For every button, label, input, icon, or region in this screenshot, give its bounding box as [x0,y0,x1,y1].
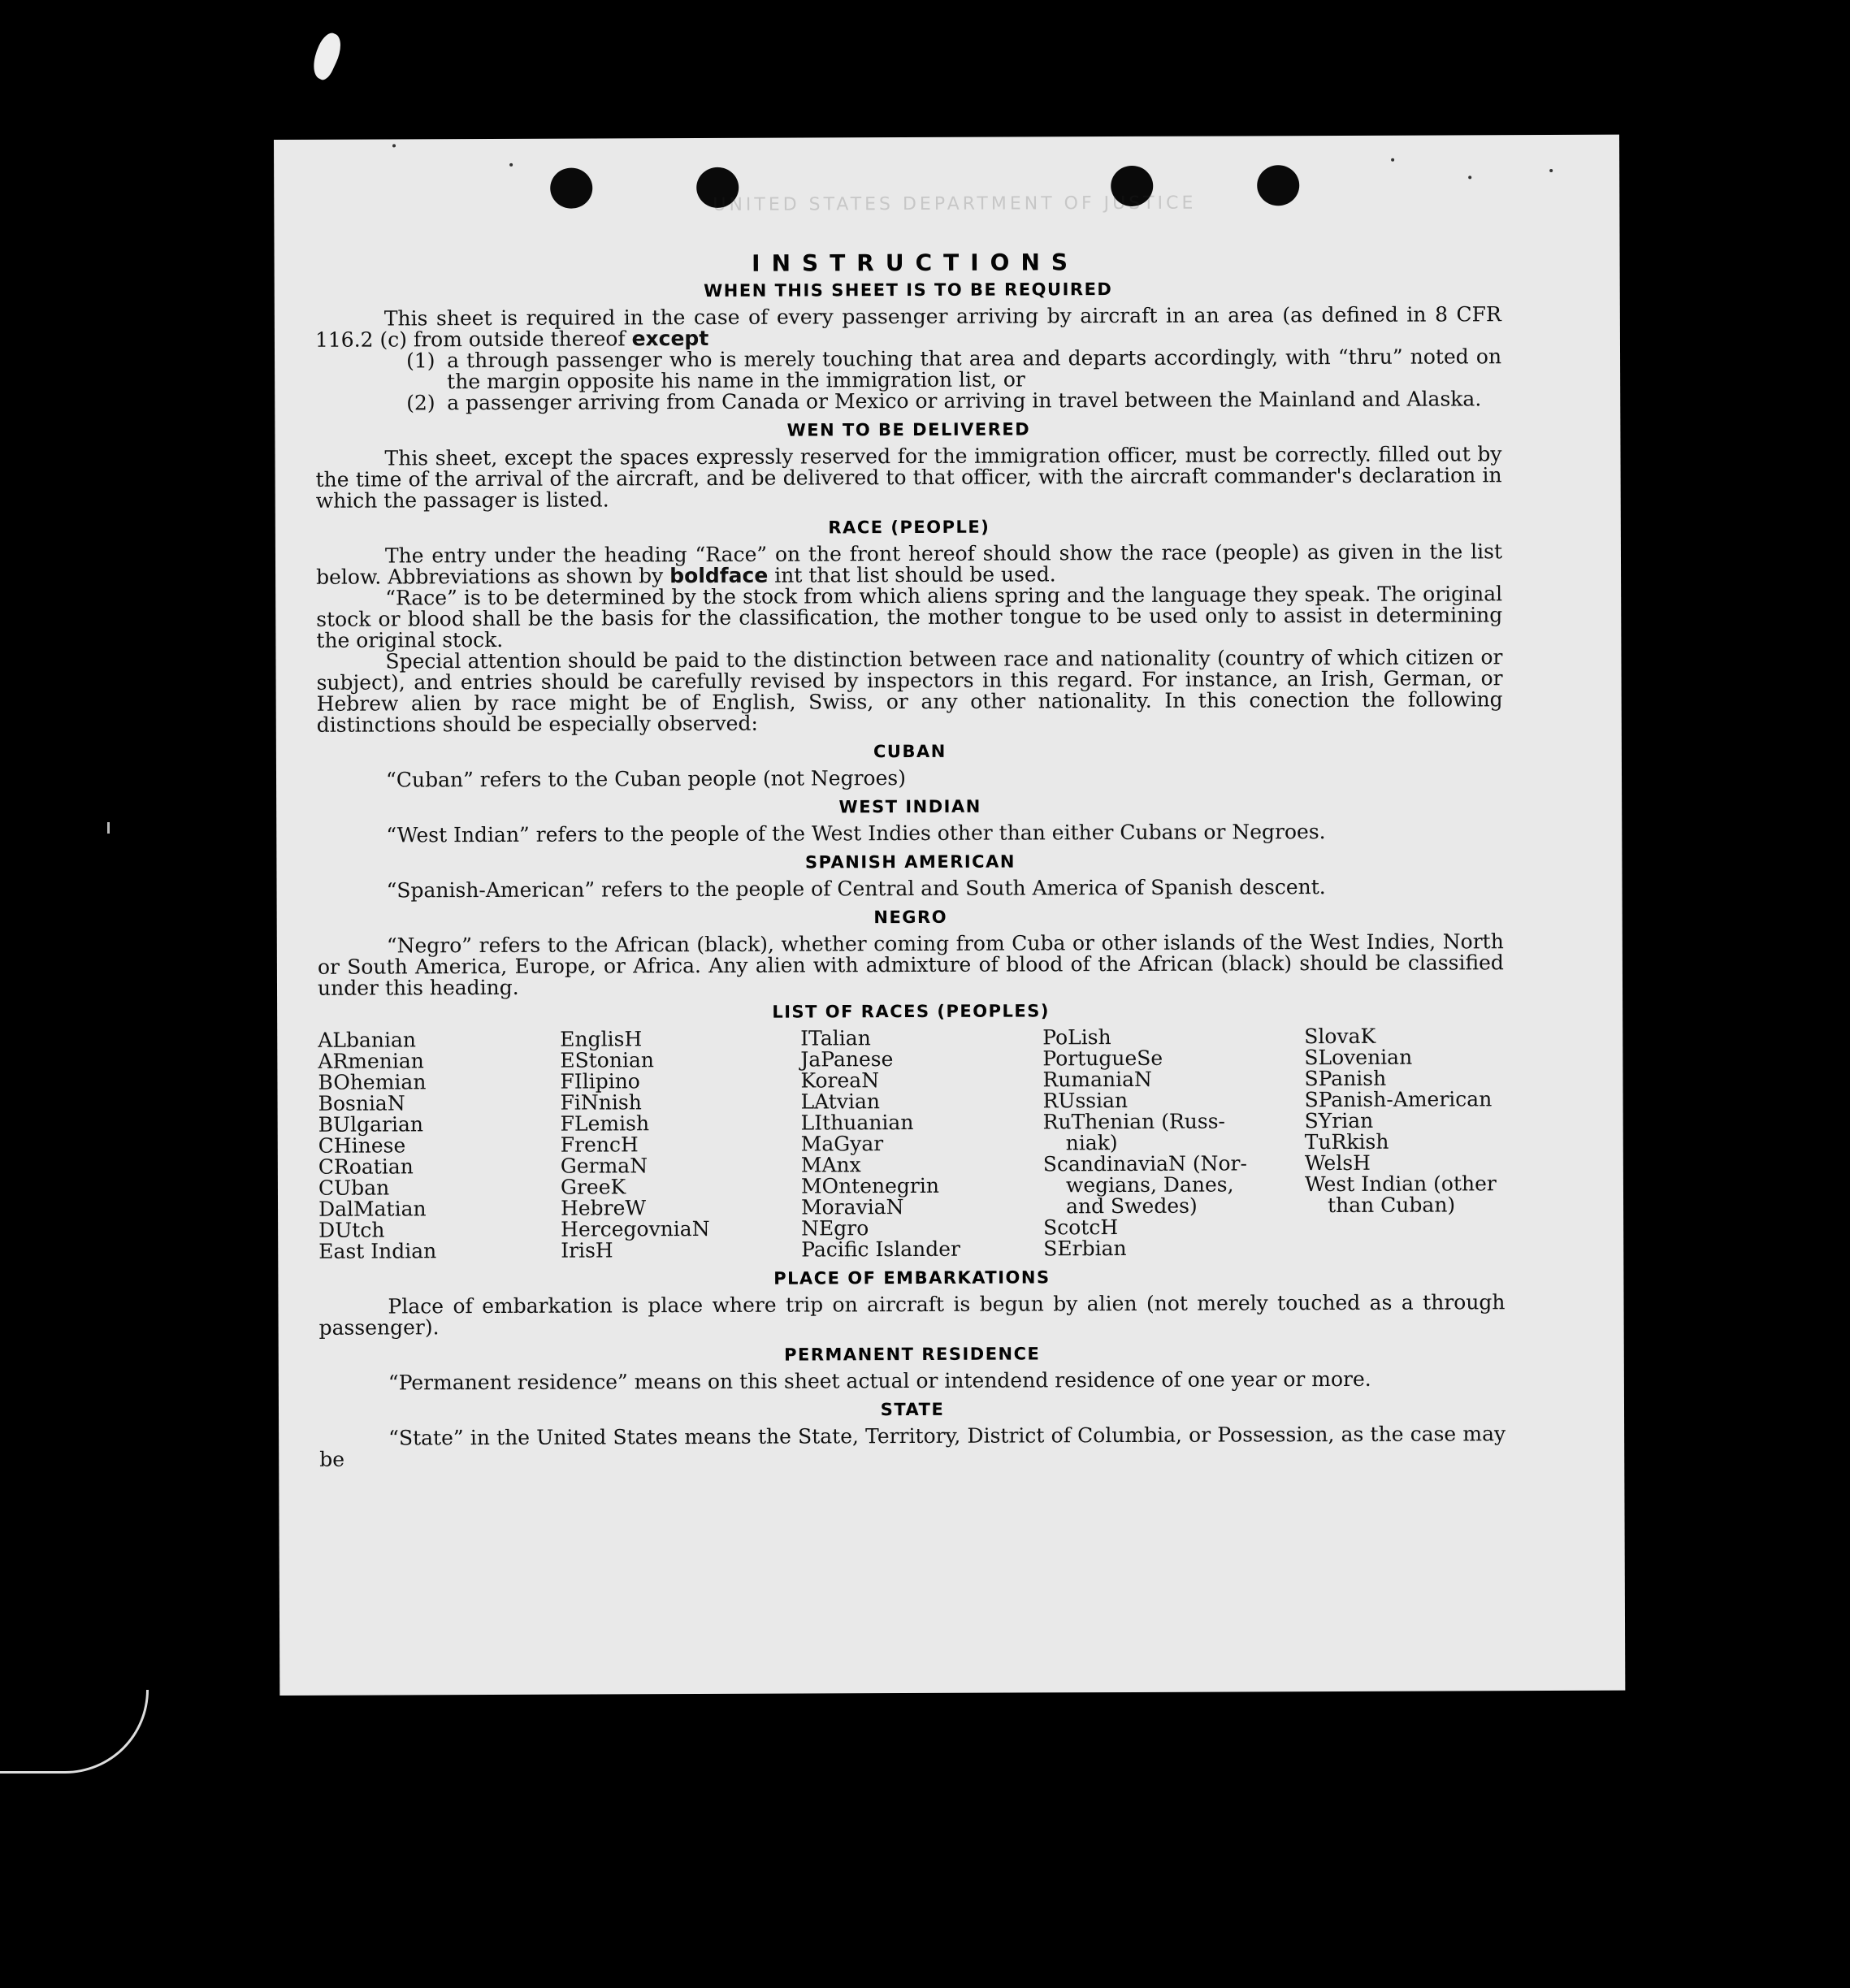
race-entry: LIthuanian [800,1110,914,1135]
race-list [318,1025,1505,1263]
race-entry: SPanish [1304,1066,1387,1091]
race-entry: CRoatian [318,1154,414,1179]
instructions-content [315,247,1506,1470]
section-heading: STATE [880,1399,945,1420]
paragraph: Special attention should be paid to the distinction between race and nationality (country of which citizen or subject), and entries should be carefully revised by inspectors in this regard. For instance, an Irish, German, or Hebrew alien by race might be of English, Swiss, or any other nationality. In this conection the following distinctions should be especially observed: [316,645,1503,737]
race-entry: PortugueSe [1042,1046,1163,1071]
scan-speck [306,30,347,82]
race-entry: SErbian [1043,1236,1127,1261]
race-entry: CUban [318,1176,390,1200]
section-heading: CUBAN [873,741,947,762]
race-entry: SYrian [1304,1108,1374,1133]
race-entry: and Swedes) [1065,1193,1198,1219]
scan-dot [392,144,396,147]
race-column [318,1029,561,1263]
paragraph [316,541,1502,588]
race-entry: ScotcH [1043,1215,1119,1240]
race-entry: West Indian (other [1304,1172,1497,1197]
punch-hole [550,167,592,208]
race-entry: BOhemian [318,1070,427,1094]
race-entry: ITalian [800,1026,871,1050]
race-entry: DalMatian [318,1197,427,1221]
race-entry: SLovenian [1304,1045,1413,1070]
race-entry: wegians, Danes, [1065,1172,1234,1198]
race-entry: NEgro [801,1216,869,1241]
race-entry: ALbanian [318,1028,416,1052]
race-entry: EnglisH [560,1027,643,1051]
section-heading: PERMANENT RESIDENCE [784,1344,1041,1365]
paragraph: “West Indian” refers to the people of the West Indies other than either Cubans or Negroes. [386,820,1326,847]
race-entry: IrisH [561,1238,613,1263]
item-number: (1) [405,349,435,373]
scan-dot [1468,175,1471,179]
race-entry: SPanish-American [1304,1087,1493,1112]
paragraph-text: The entry under the heading “Race” on the front hereof should show the race (people) as given in the list below. Abbreviations as shown by [316,539,1503,589]
scan-dot [1391,158,1394,162]
race-column [1304,1025,1505,1258]
race-entry: HercegovniaN [561,1216,710,1241]
bold-term: except [631,326,709,351]
race-entry: JaPanese [800,1047,894,1072]
show-through-text: UNITED STATES DEPARTMENT OF JUSTICE [713,193,1197,215]
race-column [800,1027,1043,1260]
page-title: INSTRUCTIONS [752,249,1080,277]
race-entry: GreeK [560,1175,626,1199]
race-entry: FLemish [560,1111,650,1136]
race-column [1042,1026,1305,1259]
item-number: (2) [406,391,435,415]
race-entry: SlovaK [1304,1024,1376,1049]
race-column [560,1029,801,1262]
paragraph: “Negro” refers to the African (black), whether coming from Cuba or other islands of the West Indies, North or South America, Europe, or Africa. Any alien with admixture of blood of the African (black) should be classified under this heading. [317,929,1504,1000]
paragraph: This sheet, except the spaces expressly reserved for the immigration officer, must be correctly. filled out by the time of the arrival of the aircraft, and be delivered to that officer, with the aircraft commander's declaration in which the passager is listed. [315,442,1502,513]
race-entry: RUssian [1042,1088,1129,1113]
race-entry: RumaniaN [1042,1067,1152,1092]
race-entry: MAnx [800,1153,861,1177]
section-heading: WEN TO BE DELIVERED [786,419,1031,440]
race-entry: MaGyar [800,1132,884,1156]
race-entry: Pacific Islander [801,1237,960,1262]
scan-speck [107,822,110,834]
item-text: a passenger arriving from Canada or Mexico or arriving in travel between the Mainland and Alaska. [447,387,1482,415]
race-entry: WelsH [1304,1150,1371,1176]
race-entry: FrencH [560,1133,639,1157]
paragraph-text: int that list should be used. [774,562,1056,587]
paragraph-text: This sheet is required in the case of every passenger arriving by aircraft in an area (as defined in 8 CFR 116.2 (c) from outside thereof [314,302,1501,352]
race-entry: EStonian [560,1048,654,1072]
race-entry: East Indian [318,1239,437,1263]
race-entry: RuThenian (Russ- [1042,1109,1226,1134]
race-entry: ScandinaviaN (Nor- [1042,1151,1247,1176]
paragraph: “Race” is to be determined by the stock from which aliens spring and the language they speak. The original stock or blood shall be the basis for the classification, the mother tongue to be used only to assist in determining the original stock. [316,582,1503,652]
race-entry: ARmenian [318,1049,424,1073]
race-entry: DUtch [318,1218,385,1242]
race-entry: TuRkish [1304,1129,1389,1154]
section-heading: WHEN THIS SHEET IS TO BE REQUIRED [704,279,1113,301]
race-entry: than Cuban) [1327,1193,1456,1218]
section-heading: WEST INDIAN [838,796,981,817]
list-item [406,388,1501,414]
paragraph: “Spanish-American” refers to the people of Central and South America of Spanish descent. [386,875,1326,903]
race-entry: HebreW [560,1196,647,1220]
section-heading: PLACE OF EMBARKATIONS [773,1267,1051,1289]
paragraph: “Cuban” refers to the Cuban people (not Negroes) [385,766,907,792]
paragraph: “Permanent residence” means on this sheet actual or intendend residence of one year or more. [388,1366,1371,1395]
race-entry: FiNnish [560,1090,642,1115]
bold-term: boldface [669,563,769,588]
race-entry: MOntenegrin [800,1173,939,1198]
scan-dot [509,163,513,167]
paragraph [315,304,1501,351]
section-heading: SPANISH AMERICAN [804,851,1016,873]
race-entry: MoraviaN [800,1195,904,1219]
section-heading: RACE (PEOPLE) [828,517,990,538]
race-entry: BosniaN [318,1091,405,1115]
race-entry: niak) [1065,1131,1118,1155]
race-entry: BUlgarian [318,1112,424,1137]
list-item [406,346,1501,392]
race-entry: FIlipino [560,1069,640,1094]
item-text: a through passenger who is merely touching that area and departs accordingly, with “thru” noted on the margin opposite his name in the immigration list, or [446,344,1502,394]
race-entry: GermaN [560,1154,648,1178]
scan-dot [1549,169,1553,172]
race-entry: PoLish [1042,1025,1111,1050]
race-entry: KoreaN [800,1068,880,1093]
section-heading: NEGRO [873,907,948,928]
scan-scratch [0,1690,149,1774]
paragraph: Place of embarkation is place where trip on aircraft is begun by alien (not merely touched as a through passenger). [318,1290,1506,1340]
race-entry: CHinese [318,1133,406,1158]
race-entry: LAtvian [800,1089,880,1114]
paragraph: “State” in the United States means the State, Territory, District of Columbia, or Possession, as the case may be [319,1422,1506,1471]
document-sheet [274,135,1625,1696]
section-heading: LIST OF RACES (PEOPLES) [772,1001,1050,1022]
